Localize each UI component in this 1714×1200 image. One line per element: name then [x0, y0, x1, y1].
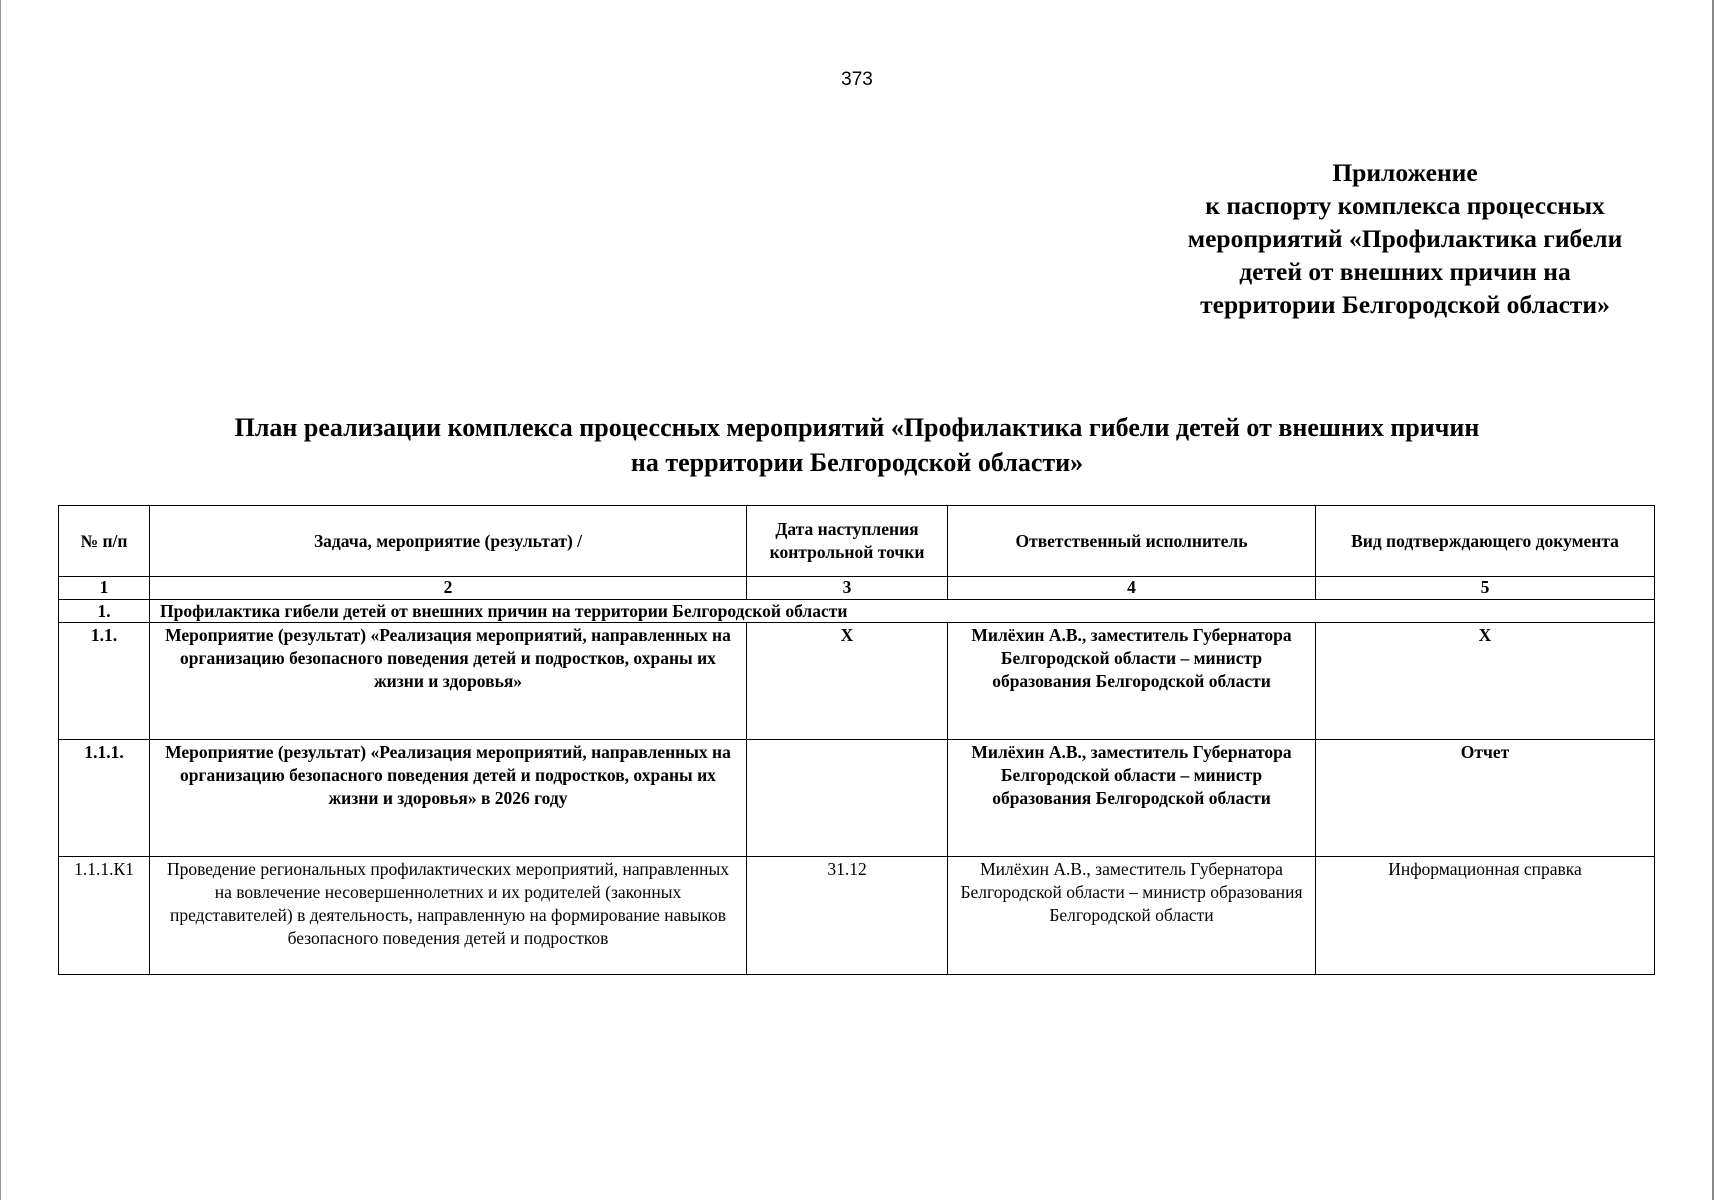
column-number: 4 — [948, 577, 1316, 600]
plan-title-line: на территории Белгородской области» — [630, 448, 1084, 477]
row-num: 1.1. — [59, 623, 150, 740]
section-row — [59, 600, 1655, 623]
table-header-row — [59, 506, 1655, 577]
row-task: Мероприятие (результат) «Реализация мероприятий, направленных на организацию безопасного поведения детей и подростков, охраны их жизни и здоровья» в 2026 году — [150, 740, 747, 857]
appendix-line: детей от внешних причин на — [1239, 257, 1571, 286]
row-doc: Информационная справка — [1316, 857, 1655, 975]
column-number: 3 — [747, 577, 948, 600]
table-row — [59, 623, 1655, 740]
appendix-line: территории Белгородской области» — [1200, 290, 1610, 319]
header-date: Дата наступления контрольной точки — [747, 506, 948, 577]
column-number: 1 — [59, 577, 150, 600]
row-executor: Милёхин А.В., заместитель Губернатора Белгородской области – министр образования Белгородской области — [948, 740, 1316, 857]
header-num: № п/п — [59, 506, 150, 577]
appendix-block — [1150, 156, 1660, 321]
header-executor: Ответственный исполнитель — [948, 506, 1316, 577]
row-date: 31.12 — [747, 857, 948, 975]
appendix-line: к паспорту комплекса процессных — [1205, 191, 1605, 220]
header-doc: Вид подтверждающего документа — [1316, 506, 1655, 577]
plan-title-line: План реализации комплекса процессных мероприятий «Профилактика гибели детей от внешних причин — [234, 413, 1480, 442]
header-task: Задача, мероприятие (результат) / — [150, 506, 747, 577]
plan-title — [0, 410, 1714, 480]
section-title: Профилактика гибели детей от внешних причин на территории Белгородской области — [150, 600, 1655, 623]
appendix-line: Приложение — [1332, 158, 1478, 187]
row-executor: Милёхин А.В., заместитель Губернатора Белгородской области – министр образования Белгородской области — [948, 857, 1316, 975]
row-num: 1.1.1.К1 — [59, 857, 150, 975]
table-row — [59, 857, 1655, 975]
row-num: 1.1.1. — [59, 740, 150, 857]
plan-table — [58, 505, 1655, 975]
row-task: Мероприятие (результат) «Реализация мероприятий, направленных на организацию безопасного поведения детей и подростков, охраны их жизни и здоровья» — [150, 623, 747, 740]
column-number: 5 — [1316, 577, 1655, 600]
row-executor: Милёхин А.В., заместитель Губернатора Белгородской области – министр образования Белгородской области — [948, 623, 1316, 740]
row-doc: Отчет — [1316, 740, 1655, 857]
page-number: 373 — [841, 69, 873, 90]
section-num: 1. — [59, 600, 150, 623]
column-number: 2 — [150, 577, 747, 600]
table-row — [59, 740, 1655, 857]
appendix-line: мероприятий «Профилактика гибели — [1187, 224, 1623, 253]
row-date — [747, 740, 948, 857]
row-doc: X — [1316, 623, 1655, 740]
row-date: X — [747, 623, 948, 740]
row-task: Проведение региональных профилактических мероприятий, направленных на вовлечение несовершеннолетних и их родителей (законных представителей) в деятельность, направленную на формирование навыков безопасного поведения детей и подростков — [150, 857, 747, 975]
column-number-row — [59, 577, 1655, 600]
